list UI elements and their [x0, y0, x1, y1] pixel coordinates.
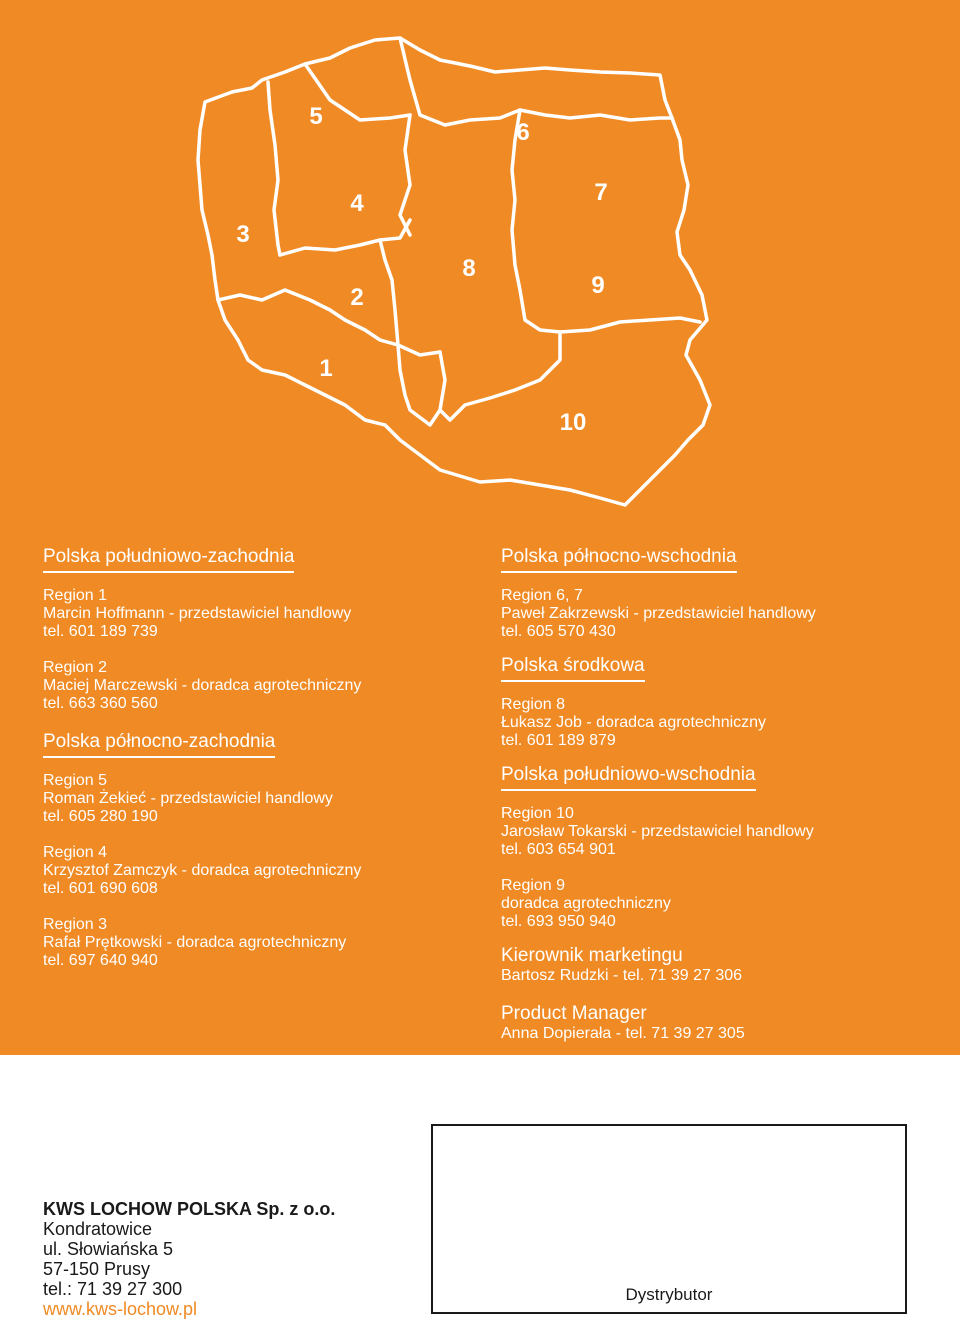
map-label-region-1: 1 — [319, 355, 333, 382]
company-phone: tel.: 71 39 27 300 — [43, 1279, 183, 1299]
contact-person: Łukasz Job - doradca agrotechniczny — [501, 714, 767, 731]
map-label-region-7: 7 — [594, 179, 608, 206]
contact-region-4 — [43, 844, 463, 898]
contact-phone: tel. 601 690 608 — [43, 880, 158, 897]
contact-phone: tel. 693 950 940 — [501, 913, 616, 930]
map-label-region-8: 8 — [462, 255, 476, 282]
contact-person: Krzysztof Zamczyk - doradca agrotechniczny — [43, 862, 362, 879]
contact-person: Maciej Marczewski - doradca agrotechniczny — [43, 677, 362, 694]
contact-region-3 — [43, 916, 463, 970]
contact-region-5 — [43, 772, 463, 826]
marketing-contact: Bartosz Rudzki - tel. 71 39 27 306 — [501, 967, 743, 984]
product-manager-contact: Anna Dopierała - tel. 71 39 27 305 — [501, 1025, 745, 1042]
company-name: KWS LOCHOW POLSKA Sp. z o.o. — [43, 1199, 336, 1219]
map-label-region-3: 3 — [236, 221, 250, 248]
region-name: Region 10 — [501, 805, 574, 822]
contact-region-2 — [43, 659, 463, 713]
map-boundary-5-6 — [400, 38, 520, 125]
company-address-block — [43, 1199, 335, 1319]
distributor-stamp-box — [431, 1124, 907, 1314]
product-manager-title: Product Manager — [501, 1003, 647, 1024]
section-title-southeast: Polska południowo-wschodnia — [501, 764, 756, 791]
contact-person: doradca agrotechniczny — [501, 895, 671, 912]
contact-person: Rafał Prętkowski - doradca agrotechniczny — [43, 934, 347, 951]
section-title-southwest: Polska południowo-zachodnia — [43, 546, 294, 573]
section-title-northwest: Polska północno-zachodnia — [43, 731, 275, 758]
contact-phone: tel. 601 189 739 — [43, 623, 158, 640]
region-name: Region 8 — [501, 696, 566, 713]
map-boundary-2-north — [280, 220, 410, 255]
contact-person: Jarosław Tokarski - przedstawiciel handlowy — [501, 823, 814, 840]
contact-phone: tel. 605 280 190 — [43, 808, 158, 825]
map-boundary-1-10 — [398, 345, 440, 425]
poland-regions-map — [0, 0, 960, 520]
map-boundary-9-10 — [560, 318, 700, 332]
contact-region-8 — [501, 696, 941, 750]
left-contacts-column — [43, 546, 463, 970]
map-boundary-4-8 — [400, 115, 410, 235]
map-boundary-2-8 — [380, 240, 440, 355]
map-boundary-6-7 — [520, 110, 672, 120]
contact-product-manager — [501, 1003, 941, 1043]
map-label-region-10: 10 — [559, 409, 587, 436]
contact-phone: tel. 697 640 940 — [43, 952, 158, 969]
map-label-region-4: 4 — [350, 190, 364, 217]
address-line-1: Kondratowice — [43, 1219, 153, 1239]
region-name: Region 6, 7 — [501, 587, 583, 604]
map-label-region-6: 6 — [516, 119, 530, 146]
map-boundary-1-2 — [218, 290, 398, 345]
section-title-center: Polska środkowa — [501, 655, 645, 682]
contact-region-10 — [501, 805, 941, 859]
contact-phone: tel. 663 360 560 — [43, 695, 158, 712]
contact-region-6-7 — [501, 587, 941, 641]
distributor-label: Dystrybutor — [625, 1285, 713, 1304]
contact-person: Roman Żekieć - przedstawiciel handlowy — [43, 790, 333, 807]
region-name: Region 1 — [43, 587, 108, 604]
map-label-region-2: 2 — [350, 284, 364, 311]
contact-marketing-manager — [501, 945, 941, 985]
map-boundary-8-10 — [440, 332, 560, 420]
contact-region-9 — [501, 877, 941, 931]
contact-person: Paweł Zakrzewski - przedstawiciel handlowy — [501, 605, 816, 622]
region-name: Region 9 — [501, 877, 566, 894]
contact-phone: tel. 603 654 901 — [501, 841, 616, 858]
contact-phone: tel. 605 570 430 — [501, 623, 616, 640]
company-website-link[interactable]: www.kws-lochow.pl — [43, 1299, 198, 1319]
marketing-title: Kierownik marketingu — [501, 945, 683, 966]
contact-person: Marcin Hoffmann - przedstawiciel handlowy — [43, 605, 352, 622]
contact-region-1 — [43, 587, 463, 641]
map-outer-border — [198, 38, 710, 505]
section-title-northeast: Polska północno-wschodnia — [501, 546, 737, 573]
right-contacts-column — [501, 546, 941, 1043]
region-name: Region 2 — [43, 659, 108, 676]
map-label-region-9: 9 — [591, 272, 605, 299]
region-name: Region 5 — [43, 772, 108, 789]
map-label-region-5: 5 — [309, 103, 323, 130]
address-line-2: ul. Słowiańska 5 — [43, 1239, 174, 1259]
address-line-3: 57-150 Prusy — [43, 1259, 151, 1279]
contact-phone: tel. 601 189 879 — [501, 732, 616, 749]
map-boundary-3-4 — [268, 82, 280, 255]
region-name: Region 3 — [43, 916, 108, 933]
region-name: Region 4 — [43, 844, 108, 861]
